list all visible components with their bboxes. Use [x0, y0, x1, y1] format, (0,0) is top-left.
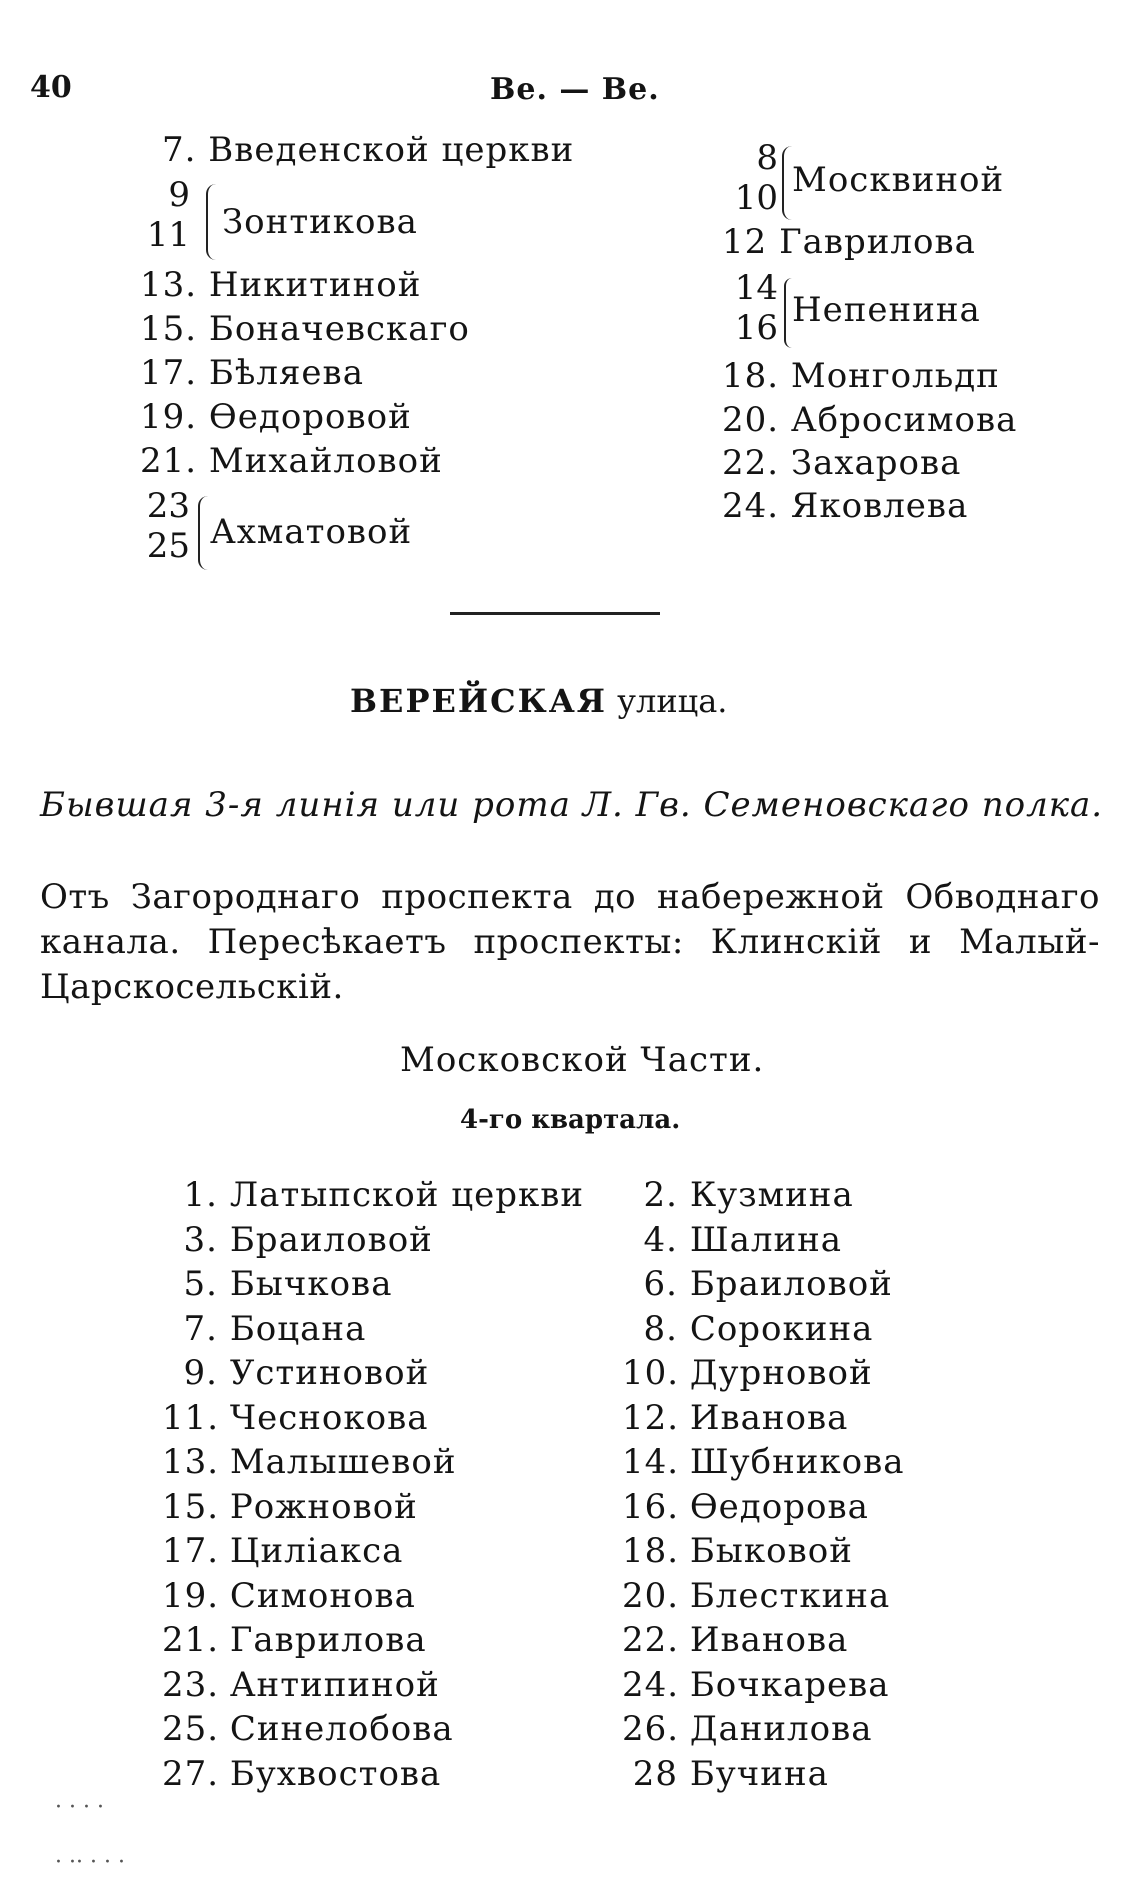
list-item — [162, 1665, 440, 1705]
entry-number: 17. — [140, 353, 198, 393]
entry-name: Бѣляева — [208, 353, 364, 393]
street-name: ВЕРЕЙСКАЯ — [350, 682, 607, 720]
entry-number: 15. — [140, 309, 198, 349]
list-item — [140, 441, 443, 481]
street-title — [350, 682, 727, 720]
separator-rule — [450, 612, 660, 615]
list-item — [162, 1754, 441, 1794]
entry-name: Блесткина — [689, 1576, 891, 1616]
entry-name: Сорокина — [689, 1309, 874, 1349]
entry-number: 13. — [162, 1442, 220, 1482]
list-item — [722, 443, 961, 483]
entry-number: 7. — [183, 1309, 218, 1349]
entry-number: 19. — [140, 397, 198, 437]
entry-number: 11. — [162, 1398, 220, 1438]
print-specks: · ·· · · · — [55, 1850, 125, 1875]
entry-name: Иванова — [689, 1620, 849, 1660]
entry-number: 19. — [162, 1576, 220, 1616]
curly-brace — [784, 278, 792, 348]
list-item — [162, 1353, 429, 1393]
entry-name: Бочкарева — [689, 1665, 890, 1705]
entry-name: Латыпской церкви — [229, 1175, 585, 1215]
entry-name: Ѳедорова — [689, 1487, 869, 1527]
entry-number: 7. — [162, 130, 197, 170]
list-item — [162, 1442, 457, 1482]
list-item — [622, 1576, 890, 1616]
entry-number: 16 — [734, 308, 778, 348]
entry-name: Гаврилова — [229, 1620, 427, 1660]
list-item — [140, 265, 421, 305]
entry-number: 18. — [622, 1531, 680, 1571]
entry-name: Никитиной — [208, 265, 422, 305]
entry-number: 16. — [622, 1487, 680, 1527]
entry-number: 26. — [622, 1709, 680, 1749]
former-name: Бывшая 3-я линія или рота Л. Гв. Семеновскаго полка. — [40, 785, 1104, 825]
entry-number: 2. — [643, 1175, 678, 1215]
entry-number: 21. — [162, 1620, 220, 1660]
entry-name: Чеснокова — [229, 1398, 429, 1438]
list-item — [622, 1665, 890, 1705]
entry-name: Яковлева — [790, 486, 969, 526]
entry-name: Захарова — [790, 443, 962, 483]
entry-name: Ахматовой — [210, 512, 413, 552]
list-item — [140, 353, 364, 393]
entry-name: Синелобова — [229, 1709, 454, 1749]
entry-number: 20. — [622, 1576, 680, 1616]
entry-number: 25. — [162, 1709, 220, 1749]
quarter-heading: 4-го квартала. — [460, 1105, 681, 1135]
street-type: улица. — [617, 682, 728, 720]
list-item — [162, 1620, 427, 1660]
entry-number: 18. — [722, 356, 780, 396]
entry-name: Симонова — [229, 1576, 416, 1616]
entry-name: Боцана — [229, 1309, 367, 1349]
list-item — [622, 1264, 893, 1304]
list-item — [622, 1620, 848, 1660]
list-item — [162, 1487, 418, 1527]
list-item — [722, 486, 968, 526]
entry-name: Москвиной — [792, 160, 1005, 200]
entry-number: 22. — [722, 443, 780, 483]
entry-name: Рожновой — [229, 1487, 418, 1527]
entry-name: Бухвостова — [229, 1754, 442, 1794]
district-heading: Московской Части. — [400, 1040, 765, 1080]
entry-number: 24. — [722, 486, 780, 526]
print-specks: · · · · — [55, 1795, 104, 1820]
curly-brace — [782, 146, 792, 220]
entry-number: 15. — [162, 1487, 220, 1527]
entry-number: 6. — [643, 1264, 678, 1304]
page-number: 40 — [30, 70, 72, 105]
entry-number: 10. — [622, 1353, 680, 1393]
entry-number: 11 — [146, 215, 190, 255]
entry-name: Кузмина — [689, 1175, 854, 1215]
list-item — [622, 1175, 854, 1215]
list-item — [162, 1709, 454, 1749]
entry-name: Гаврилова — [779, 222, 976, 262]
list-item — [140, 397, 412, 437]
entry-number: 25 — [146, 526, 190, 566]
list-item — [622, 1353, 873, 1393]
entry-name: Быковой — [689, 1531, 853, 1571]
entry-name: Дурновой — [689, 1353, 873, 1393]
entry-name: Устиновой — [229, 1353, 430, 1393]
entry-number: 14 — [734, 268, 778, 308]
entry-number: 24. — [622, 1665, 680, 1705]
list-item — [622, 1754, 829, 1794]
entry-name: Шалина — [689, 1220, 843, 1260]
entry-name: Циліакса — [229, 1531, 404, 1571]
list-item — [162, 1576, 416, 1616]
running-head: Ве. — Ве. — [490, 72, 660, 107]
entry-name: Зонтикова — [222, 202, 418, 242]
entry-number: 17. — [162, 1531, 220, 1571]
list-item — [162, 1175, 584, 1215]
curly-brace — [198, 496, 208, 570]
entry-number: 10 — [734, 178, 778, 218]
entry-number: 13. — [140, 265, 198, 305]
entry-number: 20. — [722, 400, 780, 440]
entry-number: 21. — [140, 441, 198, 481]
entry-name: Браиловой — [229, 1220, 433, 1260]
entry-name: Михайловой — [208, 441, 443, 481]
list-item — [722, 222, 976, 262]
entry-name: Бучина — [689, 1754, 829, 1794]
list-item — [140, 309, 470, 349]
entry-number: 12. — [622, 1398, 680, 1438]
list-item — [162, 1264, 392, 1304]
list-item — [622, 1442, 905, 1482]
entry-number: 28 — [632, 1754, 678, 1794]
entry-number: 8. — [643, 1309, 678, 1349]
list-item — [622, 1309, 873, 1349]
entry-number: 14. — [622, 1442, 680, 1482]
list-item — [622, 1487, 869, 1527]
entry-number: 23 — [146, 486, 190, 526]
list-item — [622, 1220, 842, 1260]
entry-name: Боначевскаго — [208, 309, 470, 349]
entry-number: 8 — [756, 138, 778, 178]
entry-number: 9. — [183, 1353, 218, 1393]
list-item — [162, 1531, 403, 1571]
list-item — [162, 130, 574, 170]
entry-number: 22. — [622, 1620, 680, 1660]
entry-name: Абросимова — [790, 400, 1018, 440]
entry-name: Браиловой — [689, 1264, 893, 1304]
list-item — [162, 1220, 433, 1260]
entry-name: Малышевой — [229, 1442, 457, 1482]
entry-name: Иванова — [689, 1398, 849, 1438]
list-item — [622, 1709, 873, 1749]
entry-number: 5. — [183, 1264, 218, 1304]
list-item — [722, 400, 1017, 440]
entry-number: 9 — [168, 175, 190, 215]
entry-name: Непенина — [792, 290, 981, 330]
street-description: Отъ Загороднаго проспекта до набережной Обводнаго канала. Пересѣкаетъ проспекты: Клинскій и Малый-Царскосельскій. — [40, 877, 1100, 1007]
entry-number: 4. — [643, 1220, 678, 1260]
list-item — [162, 1398, 429, 1438]
list-item — [622, 1398, 848, 1438]
entry-name: Бычкова — [229, 1264, 393, 1304]
list-item — [722, 356, 1000, 396]
entry-number: 27. — [162, 1754, 220, 1794]
entry-number: 1. — [183, 1175, 218, 1215]
entry-name: Шубникова — [689, 1442, 905, 1482]
entry-number: 12 — [722, 222, 768, 262]
entry-name: Монгольдп — [790, 356, 1000, 396]
entry-name: Ѳедоровой — [208, 397, 412, 437]
entry-number: 23. — [162, 1665, 220, 1705]
entry-name: Антипиной — [229, 1665, 440, 1705]
curly-brace — [206, 184, 218, 260]
entry-number: 3. — [183, 1220, 218, 1260]
entry-name: Данилова — [689, 1709, 873, 1749]
list-item — [622, 1531, 853, 1571]
list-item — [162, 1309, 366, 1349]
entry-name: Введенской церкви — [208, 130, 575, 170]
